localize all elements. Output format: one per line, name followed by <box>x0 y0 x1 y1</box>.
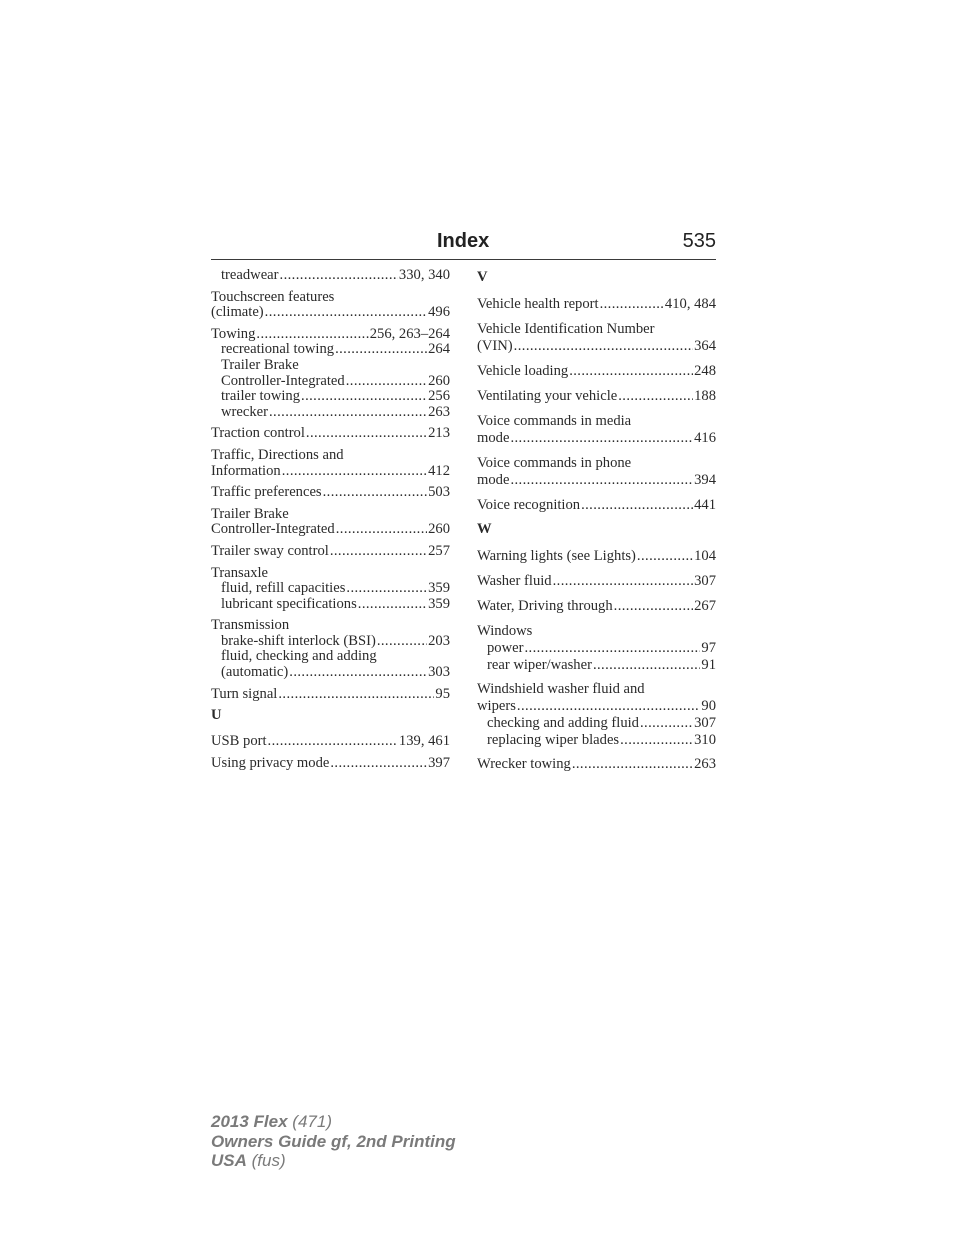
index-term: Controller-Integrated <box>211 521 335 538</box>
footer-line <box>211 1132 456 1152</box>
index-entry-line <box>477 681 716 698</box>
index-entry <box>211 290 450 321</box>
page-reference: 307 <box>694 573 716 589</box>
index-term: Touchscreen features <box>211 288 335 305</box>
index-entry-line <box>477 756 716 773</box>
index-subentry <box>211 268 450 284</box>
footer-edition: Owners Guide gf, 2nd Printing <box>211 1131 456 1151</box>
index-entry <box>211 507 450 538</box>
page-reference: 310 <box>694 731 716 748</box>
index-entry-line <box>477 363 716 380</box>
index-entry <box>477 623 716 673</box>
index-entry <box>211 544 450 560</box>
index-entry-line <box>477 497 716 514</box>
index-term: Voice commands in phone <box>477 455 632 471</box>
index-term: Information <box>211 462 281 479</box>
page-reference: 359 <box>428 595 450 612</box>
index-entry <box>477 598 716 615</box>
dot-leader <box>614 598 693 615</box>
index-entry-line <box>211 756 450 772</box>
dot-leader <box>517 698 700 715</box>
index-term: Washer fluid <box>477 573 552 589</box>
index-term: Warning lights (see Lights) <box>477 548 636 564</box>
footer-model: 2013 Flex <box>211 1112 288 1131</box>
index-entry-line <box>477 548 716 565</box>
page-reference: 260 <box>428 521 450 538</box>
index-subentry <box>211 597 450 613</box>
index-entry-line <box>477 455 716 472</box>
index-entry <box>211 268 450 284</box>
index-term: Transaxle <box>211 564 269 581</box>
index-term: treadwear <box>221 267 279 283</box>
index-term: mode <box>477 472 510 488</box>
index-term: brake-shift interlock (BSI) <box>221 632 376 649</box>
dot-leader <box>268 734 398 750</box>
index-entry <box>477 296 716 313</box>
index-entry-line <box>211 464 450 480</box>
index-entry-line <box>211 734 450 750</box>
index-subentry <box>477 657 716 674</box>
index-term: Windows <box>477 623 533 639</box>
page-reference: 264 <box>428 341 450 358</box>
index-term: checking and adding fluid <box>487 715 639 731</box>
index-term: fluid, checking and adding <box>221 648 377 665</box>
index-entry <box>477 756 716 773</box>
index-entry <box>211 327 450 421</box>
footer-line <box>211 1151 456 1171</box>
footer-market-code: (fus) <box>251 1151 286 1170</box>
index-entry <box>211 756 450 772</box>
index-subentry <box>211 374 450 390</box>
index-entry <box>211 426 450 442</box>
page-reference: 257 <box>428 542 450 559</box>
index-term: trailer towing <box>221 388 301 405</box>
index-entry-line <box>477 698 716 715</box>
dot-leader <box>377 634 427 650</box>
dot-leader <box>600 296 664 313</box>
page-reference: 441 <box>694 497 716 513</box>
index-term: rear wiper/washer <box>487 656 592 673</box>
index-column-right <box>477 268 716 781</box>
index-term: replacing wiper blades <box>487 731 620 748</box>
page-reference: 91 <box>701 656 716 673</box>
index-entry-line <box>477 338 716 355</box>
index-subentry <box>211 342 450 358</box>
index-term: Controller-Integrated <box>221 372 345 389</box>
index-entry <box>477 388 716 405</box>
page-reference: 97 <box>701 640 716 656</box>
page-title: Index <box>437 230 490 252</box>
index-term: lubricant specifications <box>221 595 357 612</box>
page-reference: 496 <box>428 304 450 321</box>
index-entry-line <box>477 388 716 405</box>
index-term: Vehicle loading <box>477 363 569 379</box>
dot-leader <box>346 374 427 390</box>
dot-leader <box>358 597 427 613</box>
index-term: Trailer Brake <box>221 356 299 373</box>
index-term: Trailer sway control <box>211 542 329 559</box>
dot-leader <box>306 426 427 442</box>
index-entry <box>477 548 716 565</box>
page-reference: 104 <box>694 548 716 564</box>
dot-leader <box>330 756 427 772</box>
index-subentry <box>211 358 450 374</box>
index-column-left <box>211 268 450 777</box>
index-term: Traffic, Directions and <box>211 446 344 463</box>
index-term: mode <box>477 430 510 446</box>
page-reference: 139, 461 <box>398 733 450 750</box>
index-entry-line <box>211 448 450 464</box>
index-term: USB port <box>211 733 267 750</box>
index-section-letter: W <box>477 521 492 537</box>
index-entry <box>211 687 450 703</box>
index-term: Turn signal <box>211 685 278 702</box>
index-term: Vehicle Identification Number <box>477 321 655 337</box>
dot-leader <box>256 327 368 343</box>
index-subentry <box>211 665 450 681</box>
index-term: (climate) <box>211 304 264 321</box>
index-entry <box>211 618 450 680</box>
index-term: (VIN) <box>477 338 513 354</box>
index-term: Towing <box>211 325 256 342</box>
index-term: Voice recognition <box>477 497 581 513</box>
page-reference: 256, 263–264 <box>369 325 450 342</box>
page-reference: 394 <box>694 472 716 488</box>
page-reference: 263 <box>694 756 716 772</box>
index-subentry <box>211 581 450 597</box>
index-term: wipers <box>477 698 516 714</box>
page-number: 535 <box>682 230 716 252</box>
index-entry-line <box>477 296 716 313</box>
index-entry-line <box>211 618 450 634</box>
page-reference: 503 <box>428 484 450 501</box>
page-reference: 213 <box>428 425 450 442</box>
index-term: Windshield washer fluid and <box>477 681 645 697</box>
dot-leader <box>289 665 427 681</box>
index-term: Wrecker towing <box>477 756 571 772</box>
index-entry-line <box>477 573 716 590</box>
index-entry <box>477 497 716 514</box>
dot-leader <box>569 363 693 380</box>
dot-leader <box>640 715 693 732</box>
index-term: Voice commands in media <box>477 413 632 429</box>
index-subentry <box>211 389 450 405</box>
index-subentry <box>477 732 716 749</box>
page-reference: 359 <box>428 580 450 597</box>
dot-leader <box>280 268 398 284</box>
dot-leader <box>510 430 693 447</box>
index-entry-line <box>477 598 716 615</box>
index-term: Traffic preferences <box>211 484 322 501</box>
page-reference: 267 <box>694 598 716 614</box>
index-entry-line <box>211 290 450 306</box>
dot-leader <box>514 338 693 355</box>
index-subentry <box>211 405 450 421</box>
dot-leader <box>335 342 427 358</box>
index-entry-line <box>477 623 716 640</box>
index-entry <box>211 485 450 501</box>
index-term: Trailer Brake <box>211 505 289 522</box>
index-entry-line <box>211 485 450 501</box>
index-entry <box>211 734 450 750</box>
index-term: power <box>487 640 524 656</box>
page-reference: 256 <box>428 388 450 405</box>
page-reference: 188 <box>694 388 716 404</box>
page-reference: 307 <box>694 715 716 731</box>
dot-leader <box>301 389 427 405</box>
page-reference: 330, 340 <box>398 267 450 283</box>
dot-leader <box>330 544 427 560</box>
index-subentry <box>211 634 450 650</box>
index-term: Using privacy mode <box>211 754 330 771</box>
dot-leader <box>581 497 693 514</box>
index-entry-line <box>477 413 716 430</box>
dot-leader <box>553 573 694 590</box>
page-reference: 260 <box>428 372 450 389</box>
index-entry-line <box>477 472 716 489</box>
index-entry <box>477 455 716 489</box>
index-term: recreational towing <box>221 341 335 358</box>
page-reference: 90 <box>701 698 716 714</box>
dot-leader <box>278 687 434 703</box>
page-reference: 364 <box>694 338 716 354</box>
page-reference: 303 <box>428 664 450 681</box>
index-entry <box>477 321 716 355</box>
index-entry-line <box>211 522 450 538</box>
index-term: Transmission <box>211 617 290 634</box>
dot-leader <box>323 485 427 501</box>
page-reference: 203 <box>428 632 450 649</box>
footer-code: (471) <box>292 1112 332 1131</box>
index-entry <box>211 448 450 479</box>
index-entry-line <box>211 327 450 343</box>
page-reference: 95 <box>435 685 450 702</box>
index-entry-line <box>211 426 450 442</box>
index-subentry <box>477 640 716 657</box>
dot-leader <box>572 756 693 773</box>
dot-leader <box>336 522 427 538</box>
index-section-letter: U <box>211 707 222 724</box>
index-entry <box>211 566 450 613</box>
index-subentry <box>211 649 450 665</box>
index-subentry <box>477 715 716 732</box>
index-entry-line <box>211 687 450 703</box>
dot-leader <box>524 640 700 657</box>
index-entry-line <box>477 321 716 338</box>
dot-leader <box>265 305 427 321</box>
index-entry <box>477 573 716 590</box>
index-term: Ventilating your vehicle <box>477 388 618 404</box>
page-reference: 397 <box>428 754 450 771</box>
dot-leader <box>269 405 427 421</box>
index-term: (automatic) <box>221 664 289 681</box>
index-entry <box>477 363 716 380</box>
dot-leader <box>510 472 693 489</box>
index-entry-line <box>211 544 450 560</box>
index-term: Vehicle health report <box>477 296 599 312</box>
dot-leader <box>620 732 693 749</box>
footer-market: USA <box>211 1151 247 1170</box>
index-term: wrecker <box>221 403 268 420</box>
dot-leader <box>618 388 693 405</box>
page-reference: 410, 484 <box>664 296 716 312</box>
page-reference: 248 <box>694 363 716 379</box>
index-term: Water, Driving through <box>477 598 613 614</box>
index-entry-line <box>477 430 716 447</box>
index-entry-line <box>211 566 450 582</box>
index-entry <box>477 681 716 748</box>
index-section-letter: V <box>477 269 488 285</box>
dot-leader <box>593 657 700 674</box>
page-header <box>211 229 716 260</box>
index-entry <box>477 413 716 447</box>
page-reference: 263 <box>428 403 450 420</box>
index-entry-line <box>211 305 450 321</box>
page-footer <box>211 1112 456 1171</box>
dot-leader <box>282 464 427 480</box>
index-term: fluid, refill capacities <box>221 580 346 597</box>
index-entry-line <box>211 507 450 523</box>
index-term: Traction control <box>211 425 305 442</box>
footer-line <box>211 1112 456 1132</box>
page-reference: 416 <box>694 430 716 446</box>
dot-leader <box>346 581 427 597</box>
page-reference: 412 <box>428 462 450 479</box>
dot-leader <box>637 548 693 565</box>
